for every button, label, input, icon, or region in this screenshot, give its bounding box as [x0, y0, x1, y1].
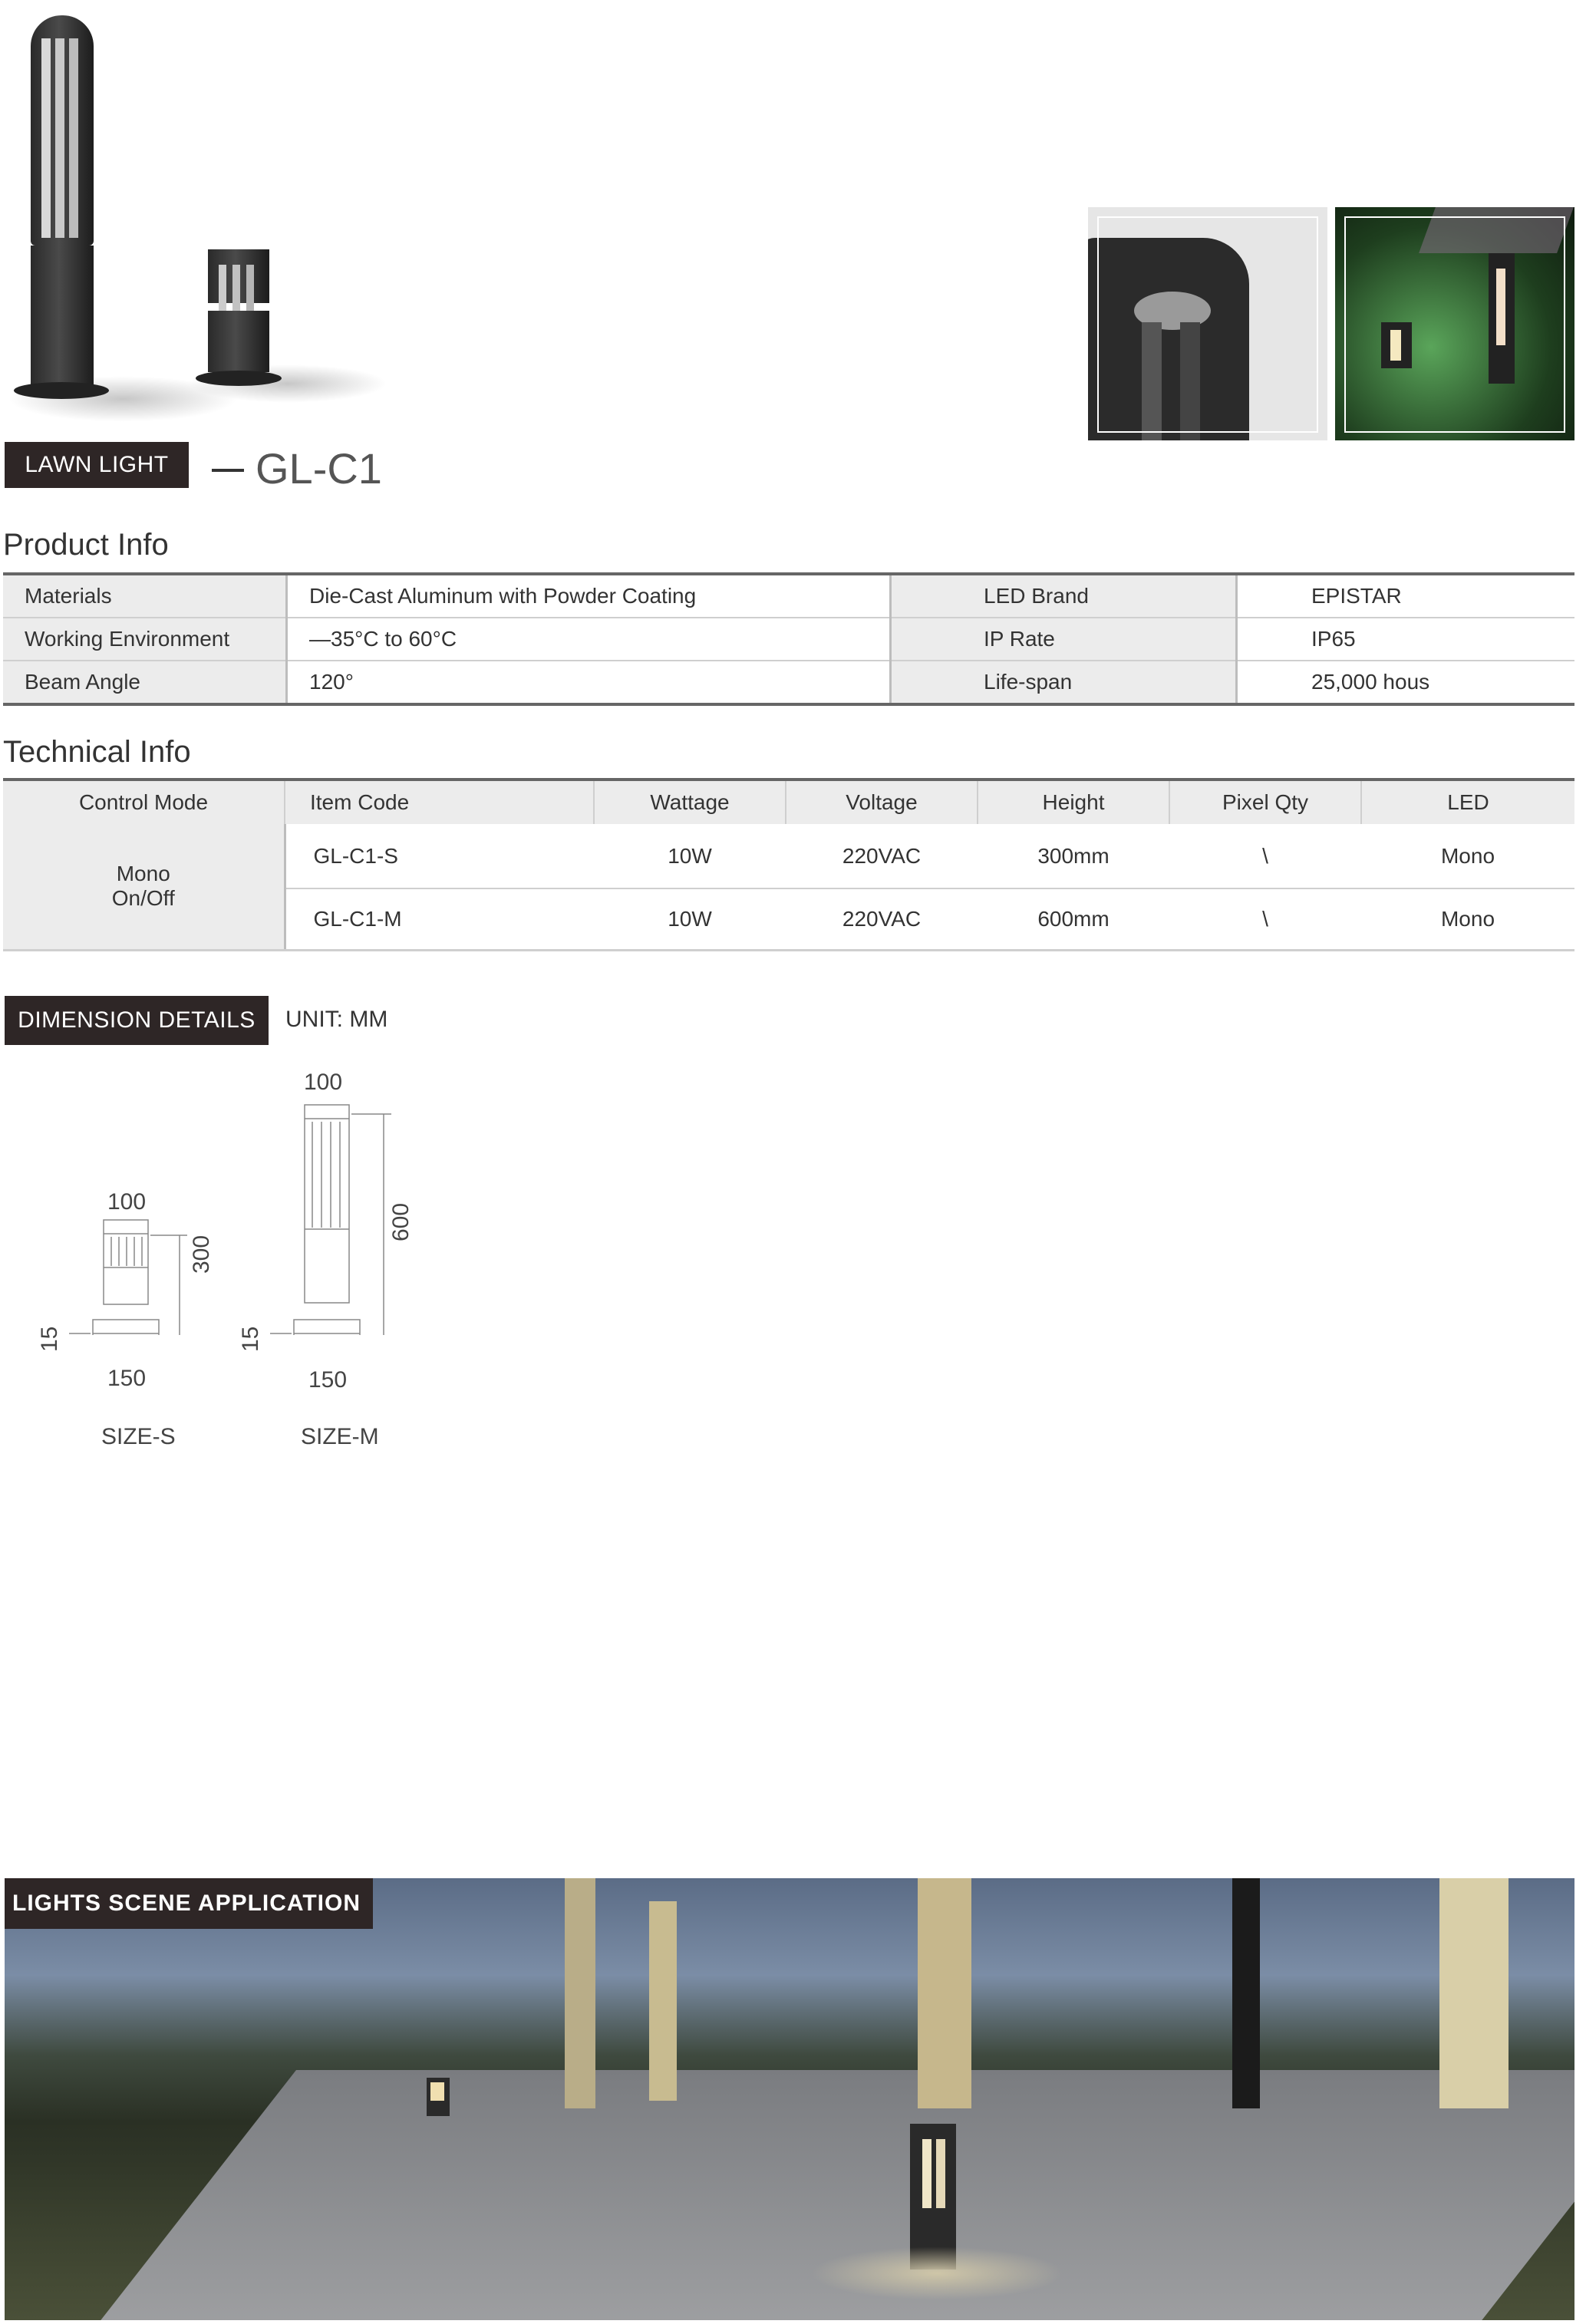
- product-info-row: [3, 575, 1574, 618]
- dimension-drawing: [0, 1059, 460, 1335]
- row-value: EPISTAR: [1237, 575, 1575, 618]
- medium-size-name: SIZE-M: [301, 1424, 379, 1449]
- technical-info-table: [3, 781, 1574, 951]
- small-base-height: 15: [37, 1326, 62, 1352]
- product-image-tall: [8, 15, 115, 414]
- wattage: 10W: [594, 888, 786, 950]
- col-header: Height: [978, 781, 1169, 824]
- row-value: 25,000 hous: [1237, 661, 1575, 704]
- row-key: LED Brand: [891, 575, 1237, 618]
- row-value: Die-Cast Aluminum with Powder Coating: [287, 575, 891, 618]
- row-key: Life-span: [891, 661, 1237, 704]
- row-value: —35°C to 60°C: [287, 618, 891, 661]
- col-header: LED: [1361, 781, 1574, 824]
- control-mode-line1: Mono: [116, 862, 170, 886]
- col-header: Wattage: [594, 781, 786, 824]
- table-header-row: [3, 781, 1574, 824]
- control-mode-cell: [3, 824, 285, 950]
- item-code: GL-C1-M: [285, 888, 594, 950]
- medium-height: 600: [388, 1202, 414, 1241]
- application-label: LIGHTS SCENE APPLICATION: [5, 1878, 373, 1929]
- medium-top-width: 100: [304, 1070, 343, 1095]
- col-header: Voltage: [786, 781, 978, 824]
- voltage: 220VAC: [786, 824, 978, 888]
- category-label: LAWN LIGHT: [5, 442, 189, 488]
- row-value: 120°: [287, 661, 891, 704]
- voltage: 220VAC: [786, 888, 978, 950]
- model-title: GL-C1: [256, 444, 382, 493]
- col-header: Control Mode: [3, 781, 285, 824]
- table-row: [3, 824, 1574, 888]
- pixel-qty: \: [1169, 888, 1361, 950]
- product-info-table: [3, 575, 1574, 706]
- small-top-width: 100: [107, 1189, 147, 1215]
- row-key: Beam Angle: [3, 661, 287, 704]
- technical-info-heading: Technical Info: [3, 735, 191, 769]
- row-key: IP Rate: [891, 618, 1237, 661]
- product-info-row: [3, 661, 1574, 704]
- row-key: Working Environment: [3, 618, 287, 661]
- small-height: 300: [189, 1235, 214, 1274]
- height: 600mm: [978, 888, 1169, 950]
- control-mode-line2: On/Off: [111, 886, 175, 911]
- item-code: GL-C1-S: [285, 824, 594, 888]
- pixel-qty: \: [1169, 824, 1361, 888]
- unit-label: UNIT: MM: [285, 1007, 388, 1032]
- small-size-name: SIZE-S: [101, 1424, 176, 1449]
- product-info-row: [3, 618, 1574, 661]
- led: Mono: [1361, 888, 1574, 950]
- detail-photo-night: [1335, 207, 1574, 440]
- col-header: Item Code: [285, 781, 594, 824]
- product-image-short: [196, 242, 288, 403]
- detail-photo-closeup: [1088, 207, 1327, 440]
- application-photo: [5, 1878, 1574, 2320]
- medium-base-width: 150: [308, 1367, 348, 1393]
- height: 300mm: [978, 824, 1169, 888]
- small-base-width: 150: [107, 1366, 147, 1391]
- row-value: IP65: [1237, 618, 1575, 661]
- led: Mono: [1361, 824, 1574, 888]
- dimension-label: DIMENSION DETAILS: [5, 996, 269, 1045]
- wattage: 10W: [594, 824, 786, 888]
- row-key: Materials: [3, 575, 287, 618]
- model-dash: [212, 469, 244, 472]
- medium-base-height: 15: [238, 1326, 263, 1352]
- product-info-heading: Product Info: [3, 528, 169, 562]
- col-header: Pixel Qty: [1169, 781, 1361, 824]
